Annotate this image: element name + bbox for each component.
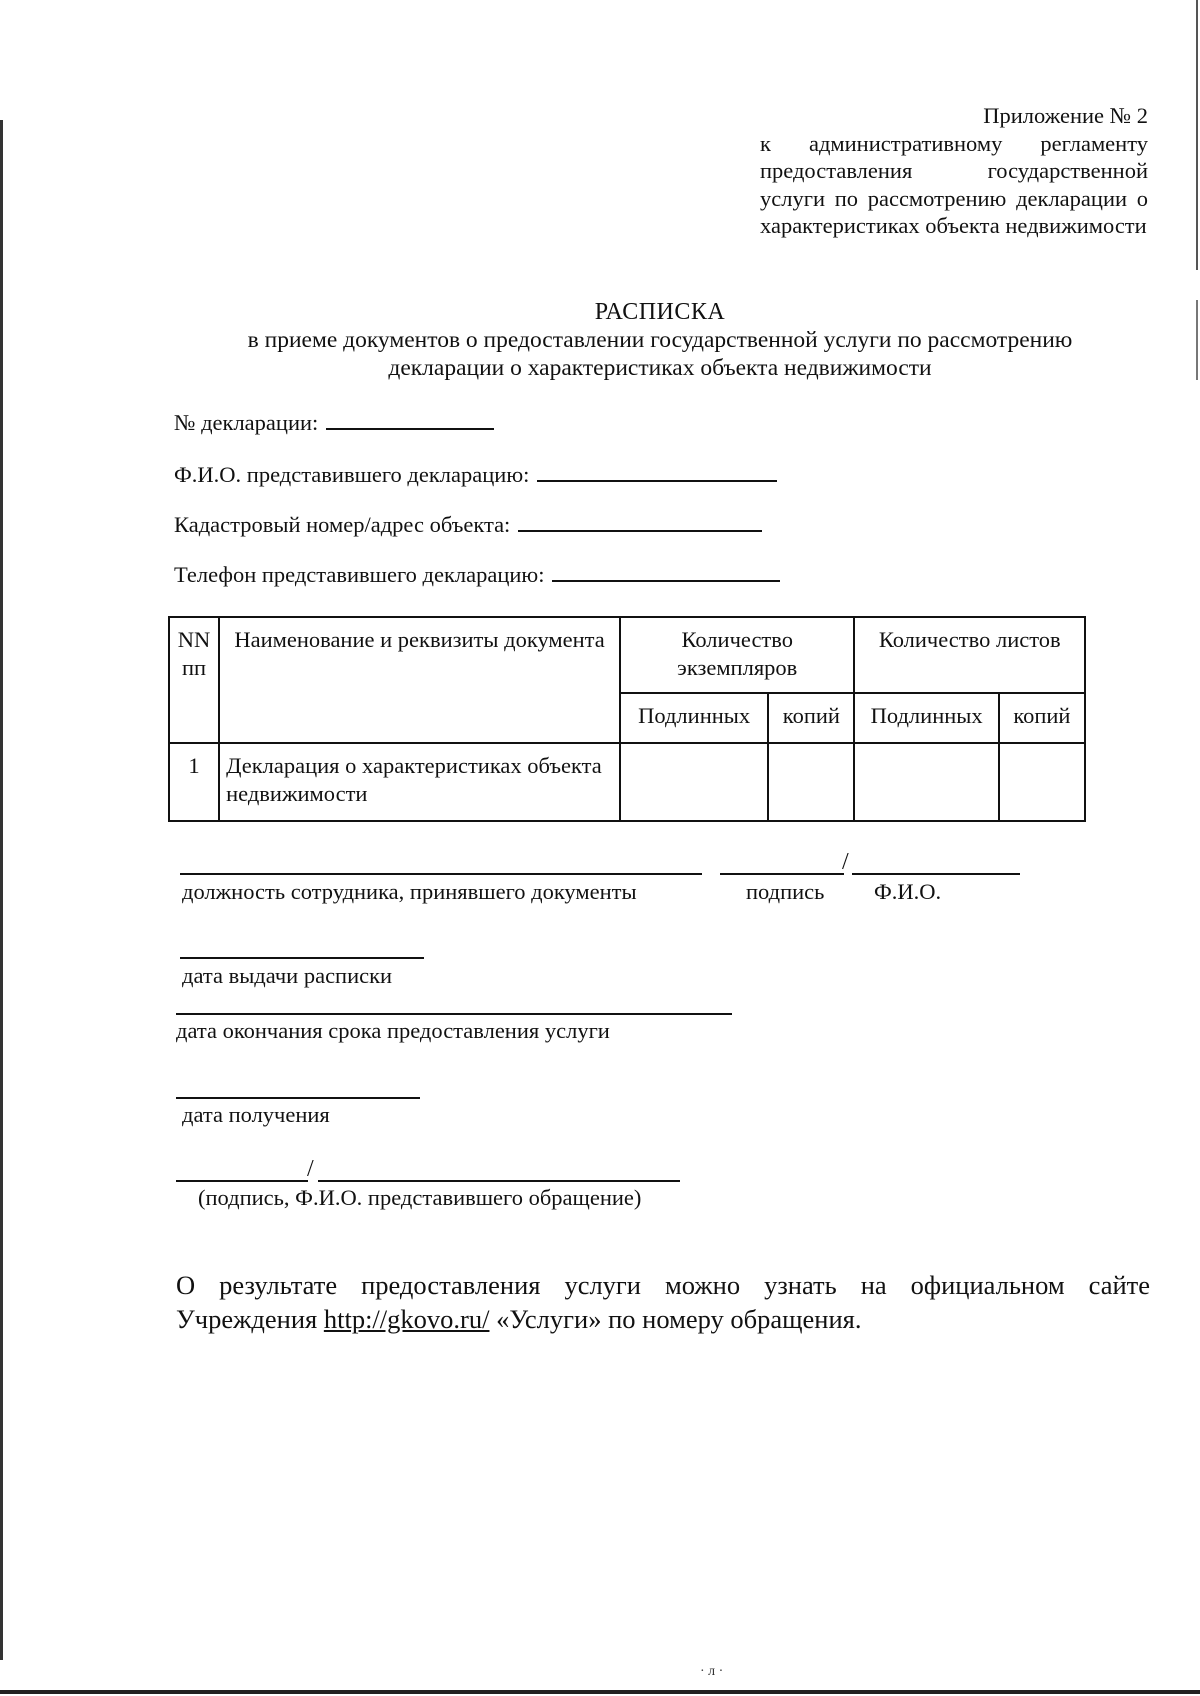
scan-edge-right-2 bbox=[1196, 300, 1198, 380]
declaration-number-field bbox=[174, 408, 494, 437]
footer-text-after: «Услуги» по номеру обращения. bbox=[489, 1304, 862, 1334]
applicant-fio-line[interactable] bbox=[318, 1180, 680, 1182]
appendix-number: Приложение № 2 bbox=[983, 103, 1148, 128]
signature-slash: / bbox=[842, 849, 849, 875]
header-nn: NN пп bbox=[169, 617, 219, 743]
documents-table bbox=[168, 616, 1086, 822]
declaration-number-blank[interactable] bbox=[326, 408, 494, 430]
fio-label: Ф.И.О. представившего декларацию: bbox=[174, 462, 530, 487]
scan-edge-bottom bbox=[0, 1690, 1200, 1694]
row-original-sheets[interactable] bbox=[854, 743, 998, 821]
signature-line[interactable] bbox=[720, 873, 844, 875]
row-copy-sheets[interactable] bbox=[999, 743, 1085, 821]
header-copy-copies: копий bbox=[768, 693, 854, 743]
issue-date-label: дата выдачи расписки bbox=[182, 963, 393, 988]
header-name: Наименование и реквизиты документа bbox=[219, 617, 620, 743]
appendix-header bbox=[760, 102, 1148, 240]
fio-field bbox=[174, 460, 777, 489]
title-subtitle-line1: в приеме документов о предоставлении государственной услуги по рассмотрению bbox=[247, 327, 1073, 353]
cadastral-field bbox=[174, 510, 762, 539]
row-original-copies[interactable] bbox=[620, 743, 768, 821]
header-copies-count: Количество экземпляров bbox=[620, 617, 855, 693]
document-title bbox=[160, 298, 1160, 382]
title-subtitle-line2: декларации о характеристиках объекта недвижимости bbox=[388, 355, 932, 381]
scan-edge-left bbox=[0, 120, 3, 1660]
title-main: РАСПИСКА bbox=[594, 299, 726, 325]
phone-blank[interactable] bbox=[552, 560, 780, 582]
end-date-line[interactable] bbox=[176, 1013, 732, 1015]
applicant-label: (подпись, Ф.И.О. представившего обращение) bbox=[198, 1185, 642, 1210]
end-date-label: дата окончания срока предоставления услуги bbox=[176, 1018, 610, 1043]
applicant-slash: / bbox=[307, 1156, 314, 1182]
applicant-signature-line[interactable] bbox=[176, 1180, 308, 1182]
header-sheets-count: Количество листов bbox=[854, 617, 1085, 693]
row-document-name: Декларация о характеристиках объекта недвижимости bbox=[219, 743, 620, 821]
header-original-copies: Подлинных bbox=[620, 693, 768, 743]
receipt-date-line[interactable] bbox=[176, 1097, 420, 1099]
header-copy-sheets: копий bbox=[999, 693, 1085, 743]
fio-sign-label: Ф.И.О. bbox=[874, 879, 942, 904]
row-number: 1 bbox=[169, 743, 219, 821]
cadastral-label: Кадастровый номер/адрес объекта: bbox=[174, 512, 511, 537]
row-copy-copies[interactable] bbox=[768, 743, 854, 821]
fio-sign-line[interactable] bbox=[852, 873, 1020, 875]
position-line[interactable] bbox=[180, 873, 702, 875]
position-label: должность сотрудника, принявшего документы bbox=[182, 879, 637, 904]
cadastral-blank[interactable] bbox=[518, 510, 762, 532]
declaration-number-label: № декларации: bbox=[174, 410, 319, 435]
site-link[interactable]: http://gkovo.ru/ bbox=[323, 1304, 490, 1334]
issue-date-line[interactable] bbox=[180, 957, 424, 959]
header-original-sheets: Подлинных bbox=[854, 693, 998, 743]
page-mark: · л · bbox=[700, 1664, 724, 1679]
footer-note bbox=[176, 1268, 1150, 1336]
appendix-text: к административному регламенту предоставления государственной услуги по рассмотрению декларации о характеристиках объекта недвижимости bbox=[760, 130, 1148, 238]
phone-field bbox=[174, 560, 780, 589]
receipt-date-label: дата получения bbox=[182, 1102, 330, 1127]
phone-label: Телефон представившего декларацию: bbox=[174, 562, 545, 587]
signature-label: подпись bbox=[746, 879, 825, 904]
table-row bbox=[169, 743, 1085, 821]
scan-edge-right bbox=[1196, 0, 1198, 270]
fio-blank[interactable] bbox=[537, 460, 777, 482]
footer-text-before: О результате предоставления услуги можно узнать на официальном сайте Учреждения bbox=[176, 1270, 1150, 1334]
